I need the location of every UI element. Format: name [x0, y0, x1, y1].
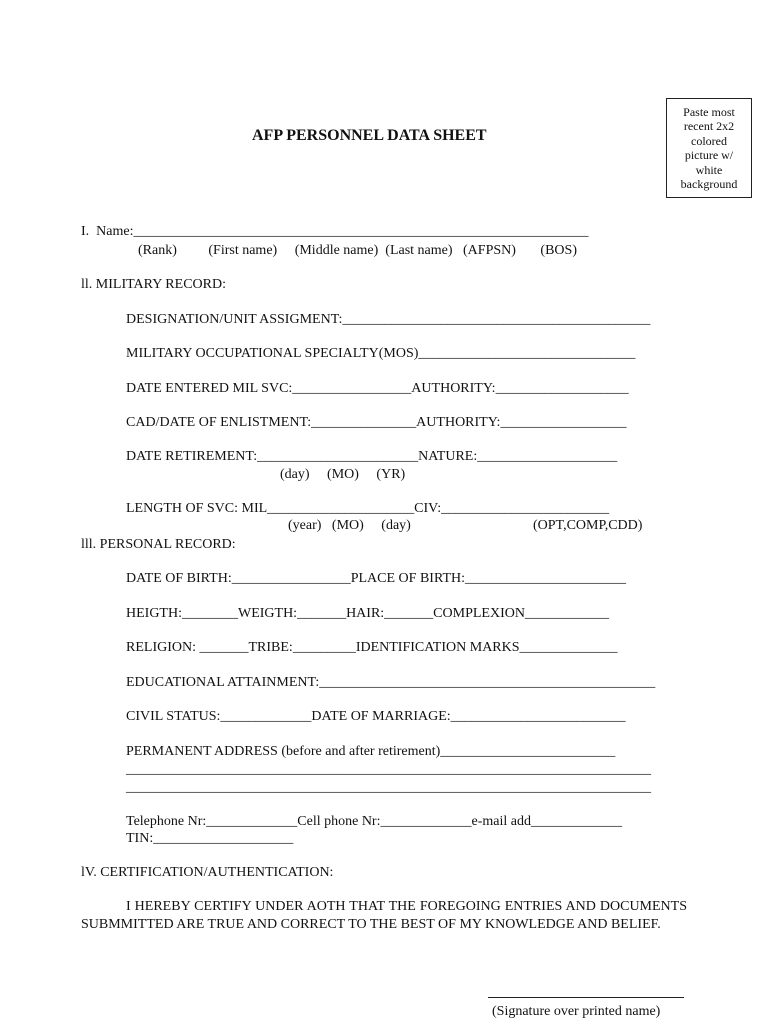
civil-status-field[interactable]: CIVIL STATUS:_____________DATE OF MARRIAGE:_________________________ [126, 709, 626, 724]
certification-text [81, 898, 687, 933]
page-title: AFP PERSONNEL DATA SHEET [252, 127, 487, 144]
contact-field[interactable]: Telephone Nr:_____________Cell phone Nr:_____________e-mail add_____________ [126, 814, 622, 829]
signature-line[interactable] [488, 997, 684, 998]
designation-field[interactable]: DESIGNATION/UNIT ASSIGMENT:____________________________________________ [126, 312, 651, 327]
personal-record-heading: lll. PERSONAL RECORD: [81, 537, 236, 552]
name-subcaptions: (Rank) (First name) (Middle name) (Last name) (AFPSN) (BOS) [138, 243, 577, 258]
religion-field[interactable]: RELIGION: _______TRIBE:_________IDENTIFICATION MARKS______________ [126, 640, 618, 655]
signature-caption: (Signature over printed name) [492, 1004, 661, 1019]
length-civ-subcaption: (OPT,COMP,CDD) [533, 518, 643, 533]
retirement-field[interactable]: DATE RETIREMENT:_______________________NATURE:____________________ [126, 449, 618, 464]
birth-field[interactable]: DATE OF BIRTH:_________________PLACE OF BIRTH:_______________________ [126, 571, 627, 586]
certification-body: I HEREBY CERTIFY UNDER AOTH THAT THE FOREGOING ENTRIES AND DOCUMENTS SUBMMITTED ARE TRUE AND CORRECT TO THE BEST OF MY KNOWLEDGE AND BELIEF. [81, 899, 687, 932]
tin-field[interactable]: TIN:____________________ [126, 831, 294, 846]
length-subcaptions: (year) (MO) (day) [288, 518, 411, 533]
physical-field[interactable]: HEIGTH:________WEIGTH:_______HAIR:_______COMPLEXION____________ [126, 606, 609, 621]
permanent-address-field[interactable]: PERMANENT ADDRESS (before and after retirement)_________________________ [126, 744, 616, 759]
education-field[interactable]: EDUCATIONAL ATTAINMENT:________________________________________________ [126, 675, 656, 690]
mos-field[interactable]: MILITARY OCCUPATIONAL SPECIALTY(MOS)_______________________________ [126, 346, 636, 361]
name-field[interactable]: I. Name:_________________________________________________________________ [81, 224, 589, 239]
photo-placeholder-box [666, 98, 752, 198]
photo-instructions: Paste most recent 2x2 colored picture w/ white background [680, 104, 738, 191]
date-entered-field[interactable]: DATE ENTERED MIL SVC:_________________AUTHORITY:___________________ [126, 381, 629, 396]
military-record-heading: ll. MILITARY RECORD: [81, 277, 226, 292]
certification-heading: lV. CERTIFICATION/AUTHENTICATION: [81, 865, 334, 880]
length-of-service-field[interactable]: LENGTH OF SVC: MIL_____________________CIV:________________________ [126, 501, 610, 516]
cad-field[interactable]: CAD/DATE OF ENLISTMENT:_______________AUTHORITY:__________________ [126, 415, 627, 430]
address-line-2[interactable]: ___________________________________________________________________________ [126, 762, 651, 777]
address-line-3[interactable]: ___________________________________________________________________________ [126, 780, 651, 795]
retirement-subcaptions: (day) (MO) (YR) [280, 467, 406, 482]
